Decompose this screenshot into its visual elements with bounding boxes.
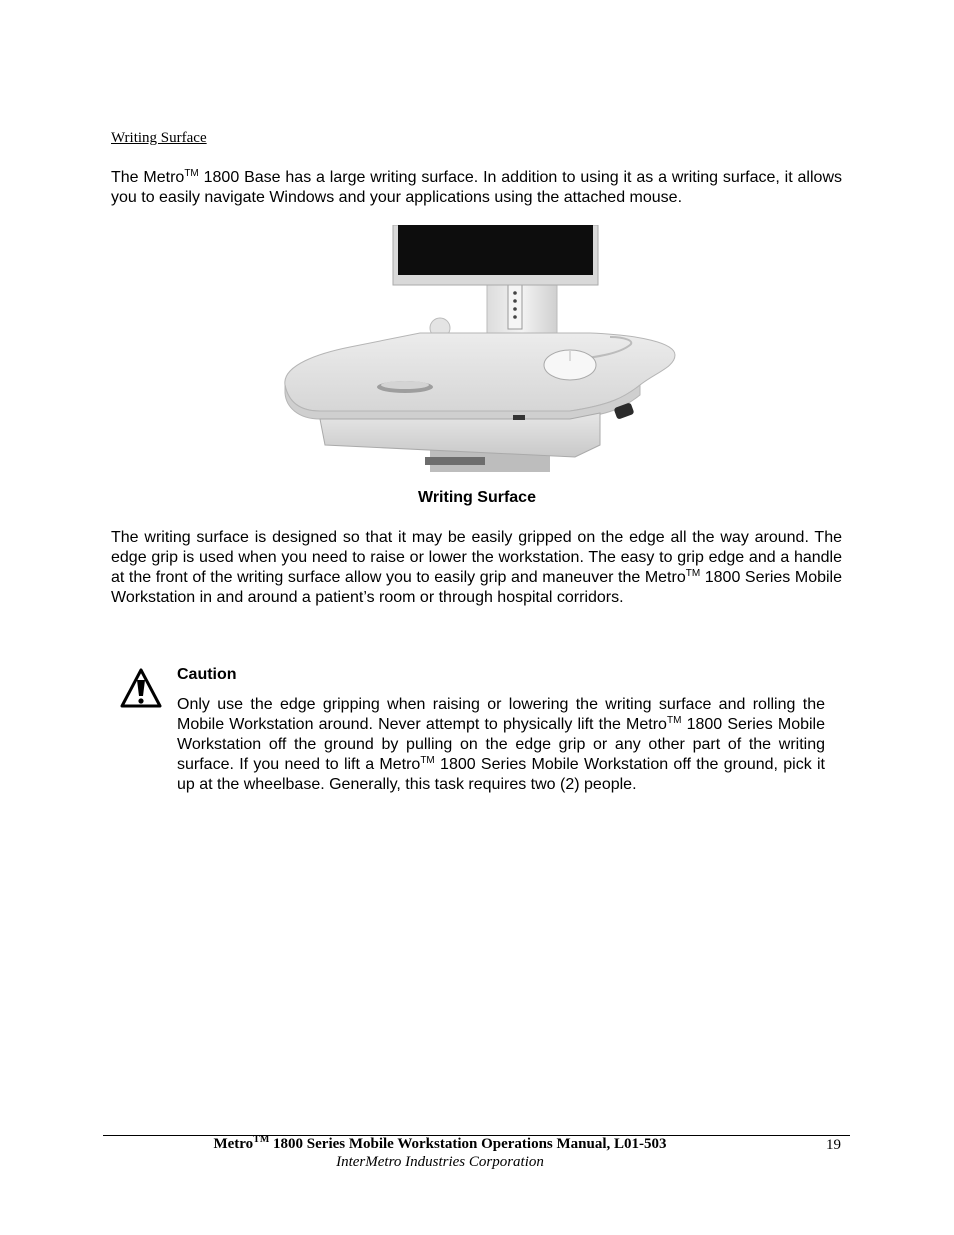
figure-caption: Writing Surface	[418, 489, 536, 506]
intro-text-1: The Metro	[111, 169, 185, 186]
caution-title: Caution	[177, 666, 237, 683]
footer-title	[0, 1136, 880, 1153]
trademark-mark: TM	[420, 755, 435, 766]
page-number: 19	[826, 1137, 841, 1153]
caution-text-3: 1800 Series Mobile Workstation off the ground, pick it up at the wheelbase. Generally, this task requires two (2) people.	[177, 756, 826, 793]
workstation-photo	[280, 225, 680, 472]
grip-text-1: The writing surface is designed so that it may be easily gripped on the edge all the way around. The edge grip is used when you need to raise or lower the workstation. The easy to grip edge and a handle at the front of the writing surface allow you to easily grip and maneuver the Metro	[111, 529, 842, 586]
section-heading: Writing Surface	[111, 130, 207, 146]
caution-text-2: 1800 Series Mobile Workstation off the ground by pulling on the edge grip or any other part of the writing surface. If you need to lift a Metro	[177, 716, 826, 773]
grip-text-2: 1800 Series Mobile Workstation in and around a patient’s room or through hospital corridors.	[111, 569, 842, 606]
warning-triangle-icon	[120, 668, 162, 708]
intro-text-2: 1800 Base has a large writing surface. In addition to using it as a writing surface, it allows you to easily navigate Windows and your applications using the attached mouse.	[111, 169, 842, 206]
caution-text-1: Only use the edge gripping when raising or lowering the writing surface and rolling the Mobile Workstation around. Never attempt to physically lift the Metro	[177, 696, 825, 733]
grip-paragraph	[111, 528, 842, 608]
footer-title-1: Metro	[213, 1136, 254, 1152]
footer-title-2: 1800 Series Mobile Workstation Operations Manual, L01-503	[269, 1136, 667, 1152]
trademark-mark: TM	[666, 715, 682, 726]
caution-text	[177, 695, 825, 795]
trademark-mark: TM	[184, 168, 199, 179]
trademark-mark: TM	[253, 1134, 270, 1145]
trademark-mark: TM	[685, 568, 701, 579]
intro-paragraph	[111, 168, 842, 208]
footer-company: InterMetro Industries Corporation	[336, 1154, 544, 1170]
